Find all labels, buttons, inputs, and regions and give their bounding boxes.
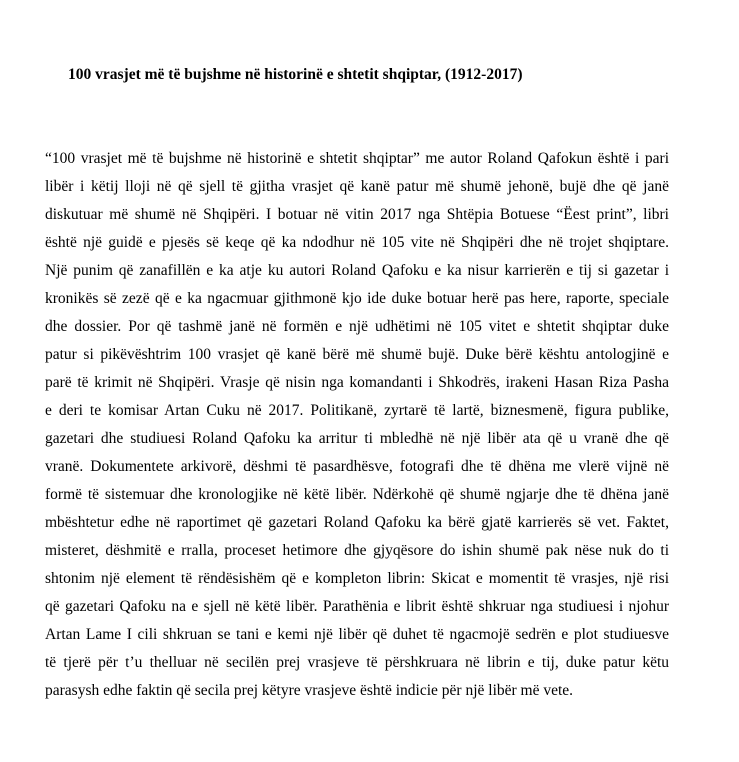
paragraph-line: dhe dossier. Por që tashmë janë në formën e një udhëtimi në 105 vitet e shtetit shqiptar duke — [45, 318, 669, 335]
paragraph-line: “100 vrasjet më të bujshme në historinë e shtetit shqiptar” me autor Roland Qafokun është i pari — [45, 150, 669, 167]
paragraph-line: parë të krimit në Shqipëri. Vrasje që nisin nga komandanti i Shkodrës, irakeni Hasan Riza Pasha — [45, 374, 669, 391]
paragraph-line: Artan Lame I cili shkruan se tani e kemi një libër që duhet të ngacmojë sedrën e plot studiuesve — [45, 626, 669, 643]
paragraph-line: gazetari dhe studiuesi Roland Qafoku ka arritur ti mbledhë në një libër ata që u vranë dhe që — [45, 430, 669, 447]
paragraph-line: shtonim një element të rëndësishëm që e kompleton librin: Skicat e momentit të vrasjes, një risi — [45, 570, 669, 587]
paragraph-line: diskutuar më shumë në Shqipëri. I botuar në vitin 2017 nga Shtëpia Botuese “Ëest print”, libri — [45, 206, 669, 223]
paragraph-line: vranë. Dokumentete arkivorë, dëshmi të pasardhësve, fotografi dhe të dhëna me vlerë vijnë në — [45, 458, 669, 475]
paragraph-line: që gazetari Qafoku na e sjell në këtë libër. Parathënia e librit është shkruar nga studiuesi i njohur — [45, 598, 669, 615]
paragraph-line: misteret, dëshmitë e rralla, proceset hetimore dhe gjyqësore do ishin shumë pak nëse nuk do ti — [45, 542, 669, 559]
paragraph-line: parasysh edhe faktin që secila prej këtyre vrasjeve është indicie për një libër më vete. — [45, 682, 574, 699]
paragraph-line: Një punim që zanafillën e ka atje ku autori Roland Qafoku e ka nisur karrierën e tij si gazetar i — [45, 262, 669, 279]
paragraph-line: patur si pikëvështrim 100 vrasjet që kanë bërë më shumë bujë. Duke bërë kështu antologjinë e — [45, 346, 669, 363]
document-title: 100 vrasjet më të bujshme në historinë e shtetit shqiptar, (1912-2017) — [68, 66, 523, 83]
paragraph-line: të tjerë për t’u thelluar në secilën prej vrasjeve të përshkruara në librin e tij, duke patur këtu — [45, 654, 669, 671]
paragraph-line: formë të sistemuar dhe kronologjike në këtë libër. Ndërkohë që shumë ngjarje dhe të dhëna janë — [45, 486, 669, 503]
body-paragraph — [45, 149, 669, 709]
paragraph-line: libër i këtij lloji në që sjell të gjitha vrasjet që kanë patur më shumë jehonë, bujë dhe që janë — [45, 178, 669, 195]
paragraph-line: kronikës së zezë që e ka ngacmuar gjithmonë kjo ide duke botuar herë pas here, raporte, speciale — [45, 290, 669, 307]
paragraph-line: është një guidë e pjesës së keqe që ka ndodhur në 105 vite në Shqipëri dhe në trojet shqiptare. — [45, 234, 669, 251]
paragraph-line: e deri te komisar Artan Cuku në 2017. Politikanë, zyrtarë të lartë, biznesmenë, figura publike, — [45, 402, 669, 419]
paragraph-line: mbështetur edhe në raportimet që gazetari Roland Qafoku ka bërë gjatë karrierës së vet. Faktet, — [45, 514, 669, 531]
